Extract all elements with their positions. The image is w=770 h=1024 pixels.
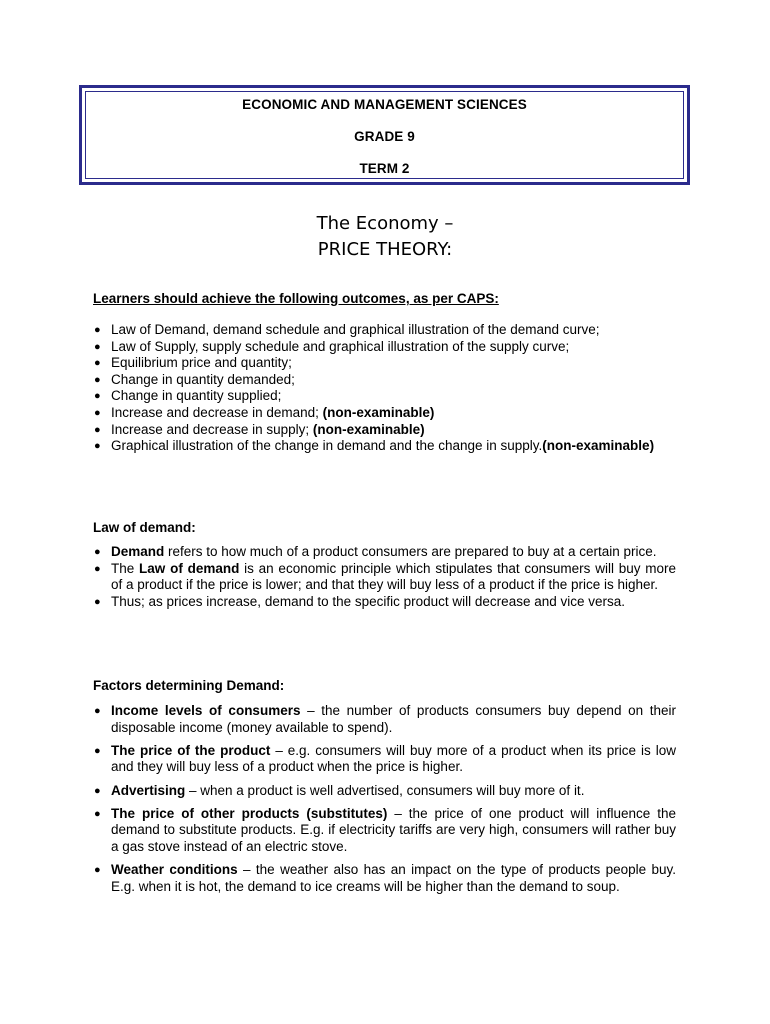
factors-list — [93, 703, 676, 902]
outcome-item: ● Law of Supply, supply schedule and graphical illustration of the supply curve; — [94, 338, 570, 354]
term-law-of-demand: Law of demand — [139, 560, 240, 576]
bullet-icon: ● — [94, 705, 101, 717]
factor-title: The price of the product — [111, 742, 271, 758]
outcome-item: ● Graphical illustration of the change in demand and the change in supply.(non-examinable) — [94, 438, 655, 454]
law-of-demand-heading: Law of demand: — [93, 520, 196, 535]
bullet-icon: ● — [94, 373, 101, 386]
bullet-icon: ● — [94, 423, 101, 436]
bullet-icon: ● — [94, 357, 101, 370]
bullet-icon: ● — [94, 744, 101, 757]
factor-item: ● The price of other products (substitutes) – the price of one product will influence the demand to substitute products. E.g. if electricity tariffs are very high, consumers will rather buy a gas stove instead of an electric stove. — [94, 805, 676, 854]
bullet-icon: ● — [94, 864, 101, 877]
non-examinable-note: (non-examinable) — [322, 404, 435, 420]
non-examinable-note: (non-examinable) — [312, 421, 425, 437]
page-title-line2: PRICE THEORY: — [317, 239, 453, 260]
outcome-item: ● Law of Demand, demand schedule and graphical illustration of the demand curve; — [94, 322, 600, 337]
outcome-item: ● Increase and decrease in demand; (non-examinable) — [94, 404, 435, 420]
outcomes-list — [93, 322, 676, 455]
bullet-icon: ● — [94, 406, 101, 419]
bullet-icon: ● — [94, 784, 101, 797]
bullet-icon: ● — [94, 807, 101, 820]
header-box — [79, 85, 690, 185]
bullet-icon: ● — [94, 595, 101, 608]
factor-title: Advertising — [111, 782, 186, 798]
factor-title: Weather conditions — [111, 862, 238, 878]
non-examinable-note: (non-examinable) — [542, 438, 655, 454]
factor-title: The price of other products (substitutes) — [111, 805, 388, 821]
factor-item: ● Advertising – when a product is well advertised, consumers will buy more of it. — [94, 782, 585, 798]
list-item: ● The Law of demand is an economic principle which stipulates that consumers will buy more of a product if the price is lower; and that they will buy less of a product if the price is higher. — [94, 560, 677, 593]
outcome-item: ● Increase and decrease in supply; (non-examinable) — [94, 421, 425, 437]
bullet-icon: ● — [94, 324, 101, 336]
term-demand: Demand — [111, 544, 165, 559]
bullet-icon: ● — [94, 562, 101, 575]
outcome-item: ● Change in quantity supplied; — [94, 388, 282, 404]
term-label: TERM 2 — [359, 161, 410, 176]
factors-heading: Factors determining Demand: — [93, 678, 285, 693]
bullet-icon: ● — [94, 390, 101, 403]
factor-item: ● Income levels of consumers – the number of products consumers buy depend on their disposable income (money available to spend). — [94, 703, 676, 735]
law-of-demand-list — [93, 544, 676, 610]
factor-item: ● The price of the product – e.g. consumers will buy more of a product when its price is low and they will buy less of a product when the price is higher. — [94, 742, 676, 775]
outcome-item: ● Change in quantity demanded; — [94, 371, 295, 387]
bullet-icon: ● — [94, 440, 101, 453]
page-title-line1: The Economy – — [316, 213, 454, 234]
list-item: ● Thus; as prices increase, demand to the specific product will decrease and vice versa. — [94, 593, 626, 609]
outcome-item: ● Equilibrium price and quantity; — [94, 355, 292, 371]
list-item: ● Demand refers to how much of a product consumers are prepared to buy at a certain price. — [94, 544, 657, 559]
bullet-icon: ● — [94, 546, 101, 558]
outcomes-heading: Learners should achieve the following outcomes, as per CAPS: — [93, 291, 499, 306]
bullet-icon: ● — [94, 340, 101, 353]
factor-title: Income levels of consumers — [111, 703, 301, 718]
factor-item: ● Weather conditions – the weather also has an impact on the type of products people buy. E.g. when it is hot, the demand to ice creams will be higher than the demand to soup. — [94, 862, 677, 894]
subject-title: ECONOMIC AND MANAGEMENT SCIENCES — [242, 97, 527, 112]
grade-label: GRADE 9 — [354, 129, 415, 144]
